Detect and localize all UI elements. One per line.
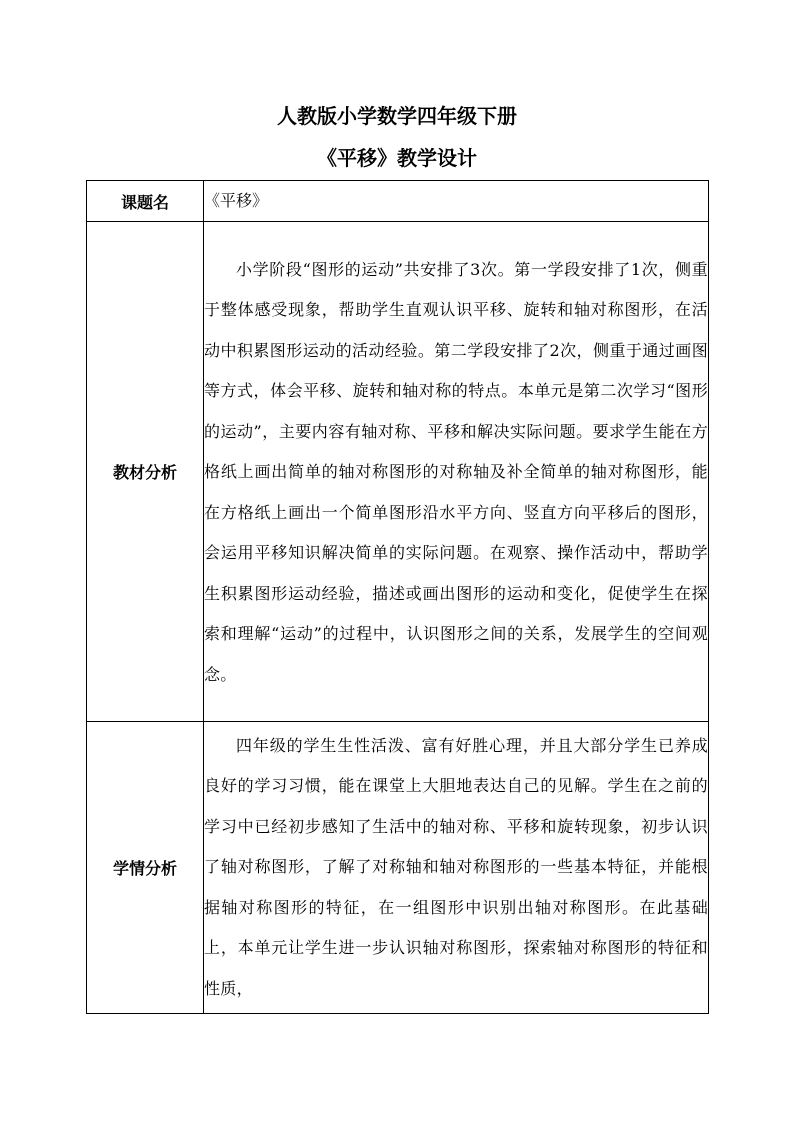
- row-content: 小学阶段“图形的运动”共安排了3次。第一学段安排了1次，侧重于整体感受现象，帮助学生直观认识平移、旋转和轴对称图形，在活动中积累图形运动的活动经验。第二学段安排了2次，侧重于通过画图等方式，体会平移、旋转和轴对称的特点。本单元是第二次学习“图形的运动”，主要内容有轴对称、平移和解决实际问题。要求学生能在方格纸上画出简单的轴对称图形的对称轴及补全简单的轴对称图形，能在方格纸上画出一个简单图形沿水平方向、竖直方向平移后的图形，会运用平移知识解决简单的实际问题。在观察、操作活动中，帮助学生积累图形运动经验，描述或画出图形的运动和变化，促使学生在探索和理解“运动”的过程中，认识图形之间的关系，发展学生的空间观念。: [204, 259, 708, 684]
- lesson-plan-table: [86, 180, 709, 1014]
- row-content-cell: [204, 222, 709, 722]
- row-label: 课题名: [87, 181, 204, 222]
- row-content-cell: [204, 722, 709, 1014]
- table-row-material-analysis: [87, 222, 709, 722]
- row-content: 《平移》: [204, 181, 709, 222]
- document-subtitle: 《平移》教学设计: [317, 146, 477, 170]
- row-label: 教材分析: [87, 222, 204, 722]
- table-row-topic: [87, 181, 709, 222]
- table-row-student-analysis: [87, 722, 709, 1014]
- row-label: 学情分析: [87, 722, 204, 1014]
- row-content: 四年级的学生生性活泼、富有好胜心理，并且大部分学生已养成良好的学习习惯，能在课堂上大胆地表达自己的见解。学生在之前的学习中已经初步感知了生活中的轴对称、平移和旋转现象，初步认识了轴对称图形，了解了对称轴和轴对称图形的一些基本特征，并能根据轴对称图形的特征，在一组图形中识别出轴对称图形。在此基础上，本单元让学生进一步认识轴对称图形，探索轴对称图形的特征和性质，: [204, 735, 708, 998]
- document-title: 人教版小学数学四年级下册: [277, 104, 517, 128]
